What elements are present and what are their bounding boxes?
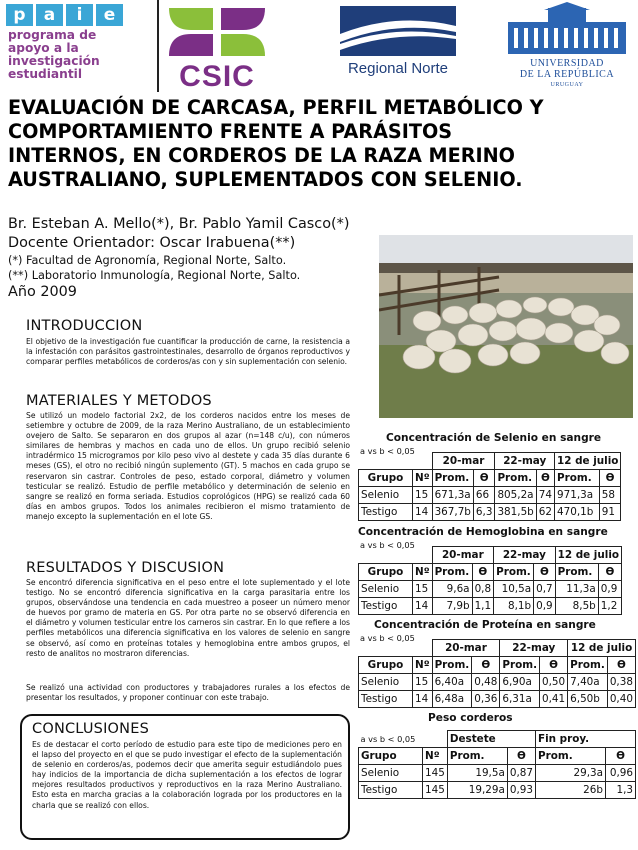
value-cell: 1,3 — [605, 782, 635, 799]
value-cell: 6,50b — [568, 691, 608, 708]
date-header: 22-may — [495, 453, 555, 470]
value-cell: 0,50 — [540, 674, 568, 691]
value-cell: 19,29a — [447, 782, 507, 799]
udelar-wordmark: DE LA REPÚBLICA — [519, 69, 615, 80]
value-cell: 1,1 — [472, 598, 494, 615]
weaning-header: Destete — [447, 731, 507, 748]
n-header: Nº — [413, 470, 433, 487]
value-cell: 805,2a — [495, 487, 536, 504]
protein-table-title: Concentración de Proteína en sangre — [374, 619, 596, 631]
value-cell: 6,90a — [500, 674, 540, 691]
value-cell: 0,7 — [534, 581, 556, 598]
value-cell: 91 — [599, 504, 621, 521]
date-header: 22-may — [494, 547, 556, 564]
regional-norte-wordmark: Regional Norte — [347, 60, 449, 77]
hemoglobin-table-title: Concentración de Hemoglobina en sangre — [358, 526, 608, 538]
n-cell: 145 — [423, 782, 448, 799]
value-cell: 0,48 — [472, 674, 500, 691]
date-header: 12 de julio — [568, 640, 636, 657]
value-cell: 367,7b — [432, 504, 473, 521]
sheep-flock-image — [379, 235, 633, 418]
paie-text-line: estudiantil — [8, 67, 83, 81]
date-header: 22-may — [500, 640, 568, 657]
prom-header: Prom. — [494, 564, 534, 581]
weight-table — [358, 730, 636, 799]
csic-logo — [163, 4, 271, 93]
table-row — [359, 782, 636, 799]
group-cell: Selenio — [359, 487, 413, 504]
date-header: 20-mar — [432, 547, 494, 564]
error-header: ϴ — [536, 470, 554, 487]
conclusions-text: Es de destacar el corto período de estudio para este tipo de mediciones pero en el lapso del proyecto en el que se pudo investigar el efecto de la suplementación de selenio en corderos/as, podemos decir que amerita seguir estudiándolo pues hay indicios de la importancia de dicha suplementación a los efectos de lograr mejores resultados productivos y reproductivos en la raza Merino Australiano. Esto esta en marcha gracias a la colaboración lograda por los productores en la charla que se realizó con ellos. — [32, 740, 342, 810]
paie-text-line: programa de — [8, 28, 97, 42]
prom-header: Prom. — [555, 564, 598, 581]
regional-norte-emblem-icon — [336, 4, 460, 58]
prom-header: Prom. — [432, 564, 472, 581]
value-cell: 19,5a — [447, 765, 507, 782]
group-header: Grupo — [359, 564, 413, 581]
date-header: 12 de julio — [555, 547, 621, 564]
value-cell: 6,40a — [432, 674, 472, 691]
significance-note: a vs b < 0,05 — [360, 446, 415, 456]
n-cell: 145 — [423, 765, 448, 782]
udelar-wordmark: UNIVERSIDAD — [530, 58, 604, 69]
n-cell: 15 — [413, 674, 433, 691]
n-header: Nº — [413, 657, 433, 674]
title-line: COMPORTAMIENTO FRENTE A PARÁSITOS — [8, 120, 453, 143]
value-cell: 10,5a — [494, 581, 534, 598]
hemoglobin-table — [358, 546, 622, 615]
value-cell: 0,9 — [598, 581, 621, 598]
prom-header: Prom. — [447, 748, 507, 765]
value-cell: 0,8 — [472, 581, 494, 598]
selenium-table — [358, 452, 621, 521]
group-cell: Testigo — [359, 691, 413, 708]
value-cell: 0,87 — [507, 765, 535, 782]
results-text: Se encontró diferencia significativa en el peso entre el lote suplementado y el lote testigo. No se encontró diferencia significativa en la carga parasitaria entre los grupos, observándose una tendencia en cada muestreo a poseer un número menor de huevos por gramo de materia en GS. Por otra parte no se observó diferencia en el diámetro y volumen testicular entre los carneros sin castrar. En lo que refiere a los perfiles metabólicos una diferencia significativa en los valores de selenio en sangre se observó, así como en proteínas totales y hemoglobina entre ambos grupos, el resto de analitos no mostraron diferencias. — [26, 578, 350, 658]
error-header: ϴ — [598, 564, 621, 581]
value-cell: 29,3a — [535, 765, 605, 782]
table-row — [359, 674, 636, 691]
value-cell: 7,9b — [432, 598, 472, 615]
group-cell: Selenio — [359, 765, 423, 782]
conclusions-heading: CONCLUSIONES — [32, 721, 149, 737]
error-header: ϴ — [472, 657, 500, 674]
value-cell: 6,48a — [432, 691, 472, 708]
table-row — [359, 487, 621, 504]
value-cell: 6,31a — [500, 691, 540, 708]
table-row — [359, 691, 636, 708]
prom-header: Prom. — [555, 470, 600, 487]
value-cell: 6,3 — [473, 504, 495, 521]
table-row — [359, 504, 621, 521]
date-header: 12 de julio — [555, 453, 621, 470]
year: Año 2009 — [8, 284, 77, 300]
paie-letter: a — [36, 4, 63, 26]
paie-letter: p — [6, 4, 33, 26]
poster-title — [8, 96, 632, 192]
csic-emblem-icon — [163, 4, 271, 60]
logo-divider — [157, 0, 159, 92]
n-cell: 14 — [413, 598, 433, 615]
title-line: INTERNOS, EN CORDEROS DE LA RAZA MERINO — [8, 144, 515, 167]
value-cell: 0,38 — [607, 674, 635, 691]
group-header: Grupo — [359, 657, 413, 674]
value-cell: 0,36 — [472, 691, 500, 708]
group-cell: Testigo — [359, 782, 423, 799]
value-cell: 58 — [599, 487, 621, 504]
table-row — [359, 765, 636, 782]
title-line: EVALUACIÓN DE CARCASA, PERFIL METABÓLICO Y — [8, 96, 544, 119]
significance-note: a vs b < 0,05 — [360, 633, 415, 643]
error-header: ϴ — [473, 470, 495, 487]
advisor-line: Docente Orientador: Oscar Irabuena(**) — [8, 235, 296, 251]
value-cell: 0,96 — [605, 765, 635, 782]
selenium-table-title: Concentración de Selenio en sangre — [386, 432, 602, 444]
n-cell: 14 — [413, 691, 433, 708]
error-header: ϴ — [607, 657, 635, 674]
prom-header: Prom. — [495, 470, 536, 487]
date-header: 20-mar — [432, 453, 495, 470]
value-cell: 26b — [535, 782, 605, 799]
value-cell: 8,5b — [555, 598, 598, 615]
protein-table — [358, 639, 636, 708]
date-header: 20-mar — [432, 640, 500, 657]
error-header: ϴ — [605, 748, 635, 765]
value-cell: 7,40a — [568, 674, 608, 691]
n-header: Nº — [423, 748, 448, 765]
value-cell: 11,3a — [555, 581, 598, 598]
results-heading: RESULTADOS Y DISCUSION — [26, 560, 225, 576]
sheep-photo — [379, 235, 633, 418]
weight-table-title: Peso corderos — [428, 712, 513, 724]
authors-line: Br. Esteban A. Mello(*), Br. Pablo Yamil Casco(*) — [8, 216, 350, 232]
value-cell: 470,1b — [555, 504, 600, 521]
value-cell: 671,3a — [432, 487, 473, 504]
table-row — [359, 581, 622, 598]
title-line: AUSTRALIANO, SUPLEMENTADOS CON SELENIO. — [8, 168, 523, 191]
paie-text-line: investigación — [8, 54, 100, 68]
udelar-logo — [500, 2, 634, 92]
n-header: Nº — [413, 564, 433, 581]
regional-norte-logo — [336, 4, 460, 84]
n-cell: 15 — [413, 487, 433, 504]
paie-text-line: apoyo a la — [8, 41, 79, 55]
error-header: ϴ — [540, 657, 568, 674]
udelar-building-icon — [500, 2, 634, 56]
affiliation-2: (**) Laboratorio Inmunología, Regional Norte, Salto. — [8, 269, 301, 282]
udelar-country: URUGUAY — [550, 82, 584, 88]
paie-logo — [6, 4, 128, 84]
value-cell: 9,6a — [432, 581, 472, 598]
intro-heading: INTRODUCCION — [26, 318, 143, 334]
end-header: Fin proy. — [535, 731, 605, 748]
group-header: Grupo — [359, 748, 423, 765]
value-cell: 74 — [536, 487, 554, 504]
value-cell: 0,9 — [534, 598, 556, 615]
value-cell: 0,41 — [540, 691, 568, 708]
value-cell: 1,2 — [598, 598, 621, 615]
value-cell: 8,1b — [494, 598, 534, 615]
value-cell: 0,93 — [507, 782, 535, 799]
error-header: ϴ — [599, 470, 621, 487]
value-cell: 381,5b — [495, 504, 536, 521]
paie-letter: e — [96, 4, 123, 26]
value-cell: 971,3a — [555, 487, 600, 504]
significance-note: a vs b < 0,05 — [360, 540, 415, 550]
group-cell: Testigo — [359, 598, 413, 615]
table-row — [359, 598, 622, 615]
paie-letter: i — [66, 4, 93, 26]
value-cell: 66 — [473, 487, 495, 504]
group-cell: Testigo — [359, 504, 413, 521]
significance-note: a vs b < 0,05 — [360, 733, 416, 744]
group-cell: Selenio — [359, 674, 413, 691]
prom-header: Prom. — [432, 657, 472, 674]
error-header: ϴ — [472, 564, 494, 581]
prom-header: Prom. — [535, 748, 605, 765]
value-cell: 0,40 — [607, 691, 635, 708]
materials-heading: MATERIALES Y METODOS — [26, 393, 212, 409]
prom-header: Prom. — [432, 470, 473, 487]
prom-header: Prom. — [568, 657, 608, 674]
materials-text: Se utilizó un modelo factorial 2x2, de los corderos nacidos entre los meses de setiembre y octubre de 2009, de la raza Merino Australiano, de un establecimiento ovejero de Salto. Se separaron en dos grupos al azar (n=148 c/u), con números similares de hembras y machos en cada uno de ellos. Un grupo recibió selenio intradérmico 15 microgramos por kilo peso vivo al destete y cada 35 días durante 6 meses (GS), el otro no recibió ningún suplemento (GT). 5 machos en cada grupo se reservaron sin castrar. Controles de peso, estado corporal, diámetro y volumen testicular se realizó. Estudio de perfile metabólico y determinación de selenio en sangre se realizó en forma seriada. Estudios coprológicos (HPG) se realizó cada 60 días en ambos grupos. Todos los animales recibieron el mismo tratamiento de manejo excepto la suplementación en el lote GS. — [26, 411, 350, 521]
results-text-2: Se realizó una actividad con productores y trabajadores rurales a los efectos de presentar los resultados, y proponer continuar con este trabajo. — [26, 683, 350, 703]
group-header: Grupo — [359, 470, 413, 487]
value-cell: 62 — [536, 504, 554, 521]
intro-text: El objetivo de la investigación fue cuantificar la producción de carne, la resistencia a la infestación con parásitos gastrointestinales, desarrollo de órganos reproductivos y comparar perfiles metabólicos de corderos/as con y sin suplementación con selenio. — [26, 337, 350, 367]
authors-block — [8, 215, 408, 302]
n-cell: 15 — [413, 581, 433, 598]
group-cell: Selenio — [359, 581, 413, 598]
error-header: ϴ — [534, 564, 556, 581]
csic-wordmark: CSIC — [179, 60, 255, 93]
error-header: ϴ — [507, 748, 535, 765]
prom-header: Prom. — [500, 657, 540, 674]
n-cell: 14 — [413, 504, 433, 521]
affiliation-1: (*) Facultad de Agronomía, Regional Norte, Salto. — [8, 254, 287, 267]
